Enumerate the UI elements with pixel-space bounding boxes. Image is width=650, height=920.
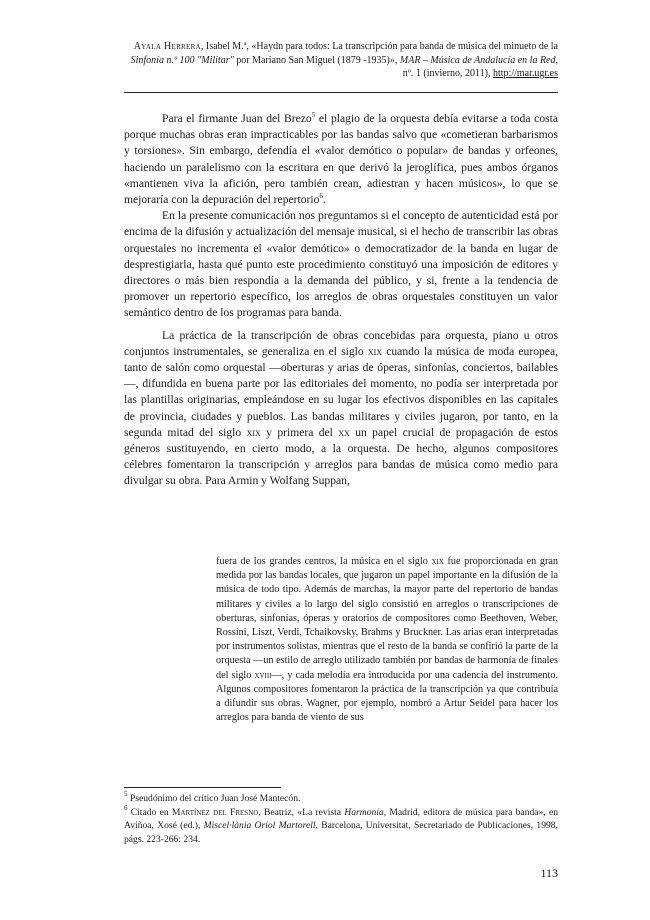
- paragraph-3: La práctica de la transcripción de obras concebidas para orquesta, piano u otros conjuntos instrumentales, se generaliza en el siglo xix cuando la música de moda europea, tanto de salón como orquestal —oberturas y arias de óperas, sinfonías, conciertos, bailables—, difundida en buena parte por las editoriales del momento, no podía ser interpretada por las plantillas originarias, empleándose en su lugar los efectivos disponibles en las capitales de provincia, ciudades y pueblos. Las bandas militares y civiles jugaron, por tanto, en la segunda mitad del siglo xix y primera del xx un papel crucial de propagación de estos géneros sustituyendo, en cierto modo, a la orquesta. De hecho, algunos compositores célebres fomentaron la transcripción y arreglos para bandas de música como medio para divulgar su obra. Para Armin y Wolfang Suppan,: [124, 328, 559, 488]
- running-header: [126, 40, 558, 81]
- footnote-rule: [124, 787, 281, 788]
- header-issue: , nº. 1 (invierno, 2011),: [402, 54, 558, 80]
- header-author-surname: Ayala Herrera: [133, 41, 201, 52]
- header-mid-text: por Mariano San Miguel (1879 -1935)»,: [233, 54, 400, 66]
- footnote-ref-6[interactable]: 6: [319, 192, 323, 201]
- header-rule: [124, 92, 558, 93]
- header-journal: MAR – Música de Andalucía en la Red: [399, 54, 556, 66]
- footnote-5: $^5$ Pseudónimo del crítico Juan José Mantecón.: [124, 790, 301, 804]
- paragraph-1: Para el firmante Juan del Brezo$^5$ el plagio de la orquesta debía evitarse a toda costa porque muchas obras eran impracticables por las bandas salvo que «cometieran barbarismos y torsiones». Sin embargo, defendía el «valor demótico o popular» de bandas y orfeones, haciendo un paralelismo con la escritura en que derivó la jeroglífica, pues ambos órganos «mantienen viva la afición, pero también crean, adiestran y hacen músicos», lo que se mejoraría con la depuración del repertorio$^6$.: [124, 111, 558, 207]
- footnote-6: $^6$ Citado en Martínez del Fresno, Beatriz, «La revista Harmonía, Madrid, editora de música para banda», en Aviñoa, Xosé (ed.), Miscel·lània Oriol Martorell, Barcelona, Universitat, Secretariado de Publicaciones, 1998, págs. 223-266: 234.: [124, 803, 559, 845]
- page-number: 113: [540, 866, 558, 880]
- block-quote: fuera de los grandes centros, la música en el siglo xix fue proporcionada en gran medida por las bandas locales, que jugaron un papel importante en la difusión de la música de todo tipo. Además de marchas, la mayor parte del repertorio de bandas militares y civiles a lo largo del siglo consistió en arreglos o transcripciones de oberturas, sinfonías, óperas y oratorios de compositores como Beethoven, Weber, Rossini, Liszt, Verdi, Tchaikovsky, Brahms y Bruckner. Las arias eran interpretadas por instrumentos solistas, mientras que el resto de la banda se confirió la parte de la orquesta —un estilo de arreglo utilizado también por bandas de harmonía de finales del siglo xviii—, y cada melodía era introducida por una cadencia del instrumento. Algunos compositores fomentaron la práctica de la transcripción ya que contribuía a difundir sus obras. Wagner, por ejemplo, nombró a Artur Seidel para hacer los arreglos para banda de viento de sus: [216, 556, 559, 724]
- header-url-link[interactable]: http://mar.ugr.es: [493, 68, 558, 80]
- header-author-given: , Isabel M.ª, «Haydn para todos: La transcripción para banda de música del minueto de la: [200, 41, 558, 52]
- main-body-text: [124, 111, 558, 490]
- header-work-title: Sinfonía n.º 100 "Militar": [130, 54, 234, 66]
- footnotes: [124, 792, 558, 846]
- footnote-ref-5[interactable]: 5: [311, 111, 316, 119]
- paragraph-2: En la presente comunicación nos preguntamos si el concepto de autenticidad está por encima de la difusión y actualización del mensaje musical, si el hecho de transcribir las obras orquestales no incrementa el «valor demótico» o democratizador de la banda en lugar de desprestigiarla, hasta qué punto este procedimiento constituyó una imposición de editores y directores o más bien respondía a la demanda del público, y si, frente a la tendencia de promover un repertorio específico, los arreglos de obras orquestales constituyen un valor semántico dentro de los programas para banda.: [124, 209, 558, 320]
